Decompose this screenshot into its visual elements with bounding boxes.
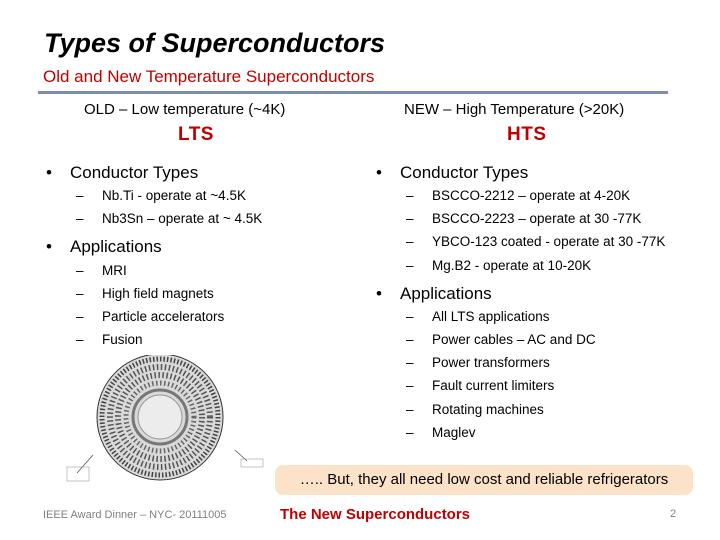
footer-event: IEEE Award Dinner – NYC- 20111005 [43,509,227,521]
list-item [406,234,665,249]
bullet: • [46,163,52,182]
list-item [406,188,630,203]
refrigerator-callout: ….. But, they all need low cost and reliable refrigerators [275,465,693,495]
list-item-text: Mg.B2 - operate at 10-20K [432,258,592,273]
list-item [76,263,127,278]
list-item-text: All LTS applications [432,309,550,324]
left-conductor-types [46,163,198,183]
list-item-text: Fault current limiters [432,378,555,393]
slide-subtitle: Old and New Temperature Superconductors [43,67,375,86]
dash: – [76,188,84,203]
bullet: • [376,284,382,303]
left-conductor-label: Conductor Types [70,163,199,182]
list-item-text: Particle accelerators [102,309,225,324]
left-applications-label: Applications [70,237,162,256]
dash: – [406,402,414,417]
list-item [406,355,550,370]
dash: – [406,425,414,440]
list-item [76,188,246,203]
right-conductor-label: Conductor Types [400,163,529,182]
dash: – [406,234,414,249]
dash: – [76,286,84,301]
list-item-text: Power transformers [432,355,550,370]
bullet: • [376,163,382,182]
list-item-text: Rotating machines [432,402,544,417]
page-number: 2 [670,508,677,520]
dash: – [406,188,414,203]
list-item [406,402,544,417]
dash: – [406,309,414,324]
dash: – [76,211,84,226]
hts-label: HTS [507,124,547,145]
right-applications [376,284,492,304]
list-item [406,425,476,440]
list-item [406,211,641,226]
dash: – [406,332,414,347]
right-column-heading: NEW – High Temperature (>20K) [404,101,625,118]
wire-cross-section-image [65,355,270,485]
right-conductor-types [376,163,528,183]
footer-title: The New Superconductors [280,506,471,523]
list-item-text: MRI [102,263,127,278]
list-item [76,286,214,301]
list-item-text: Fusion [102,332,143,347]
list-item-text: Nb.Ti - operate at ~4.5K [102,188,246,203]
list-item-text: Maglev [432,425,476,440]
list-item [406,309,550,324]
slide-title: Types of Superconductors [44,28,386,58]
dash: – [406,355,414,370]
dash: – [406,378,414,393]
dash: – [76,263,84,278]
list-item [76,309,224,324]
dash: – [76,332,84,347]
lts-label: LTS [178,124,214,145]
list-item [406,258,591,273]
list-item-text: Nb3Sn – operate at ~ 4.5K [102,211,263,226]
title-divider [38,91,668,94]
list-item-text: Power cables – AC and DC [432,332,596,347]
list-item [406,378,554,393]
dash: – [406,211,414,226]
left-column-heading: OLD – Low temperature (~4K) [84,101,286,118]
list-item-text: BSCCO-2212 – operate at 4-20K [432,188,631,203]
left-applications [46,237,162,257]
list-item [76,211,262,226]
list-item-text: YBCO-123 coated - operate at 30 -77K [432,234,666,249]
right-applications-label: Applications [400,284,492,303]
dash: – [406,258,414,273]
list-item-text: High field magnets [102,286,214,301]
bullet: • [46,237,52,256]
dash: – [76,309,84,324]
list-item [76,332,143,347]
list-item-text: BSCCO-2223 – operate at 30 -77K [432,211,642,226]
list-item [406,332,596,347]
